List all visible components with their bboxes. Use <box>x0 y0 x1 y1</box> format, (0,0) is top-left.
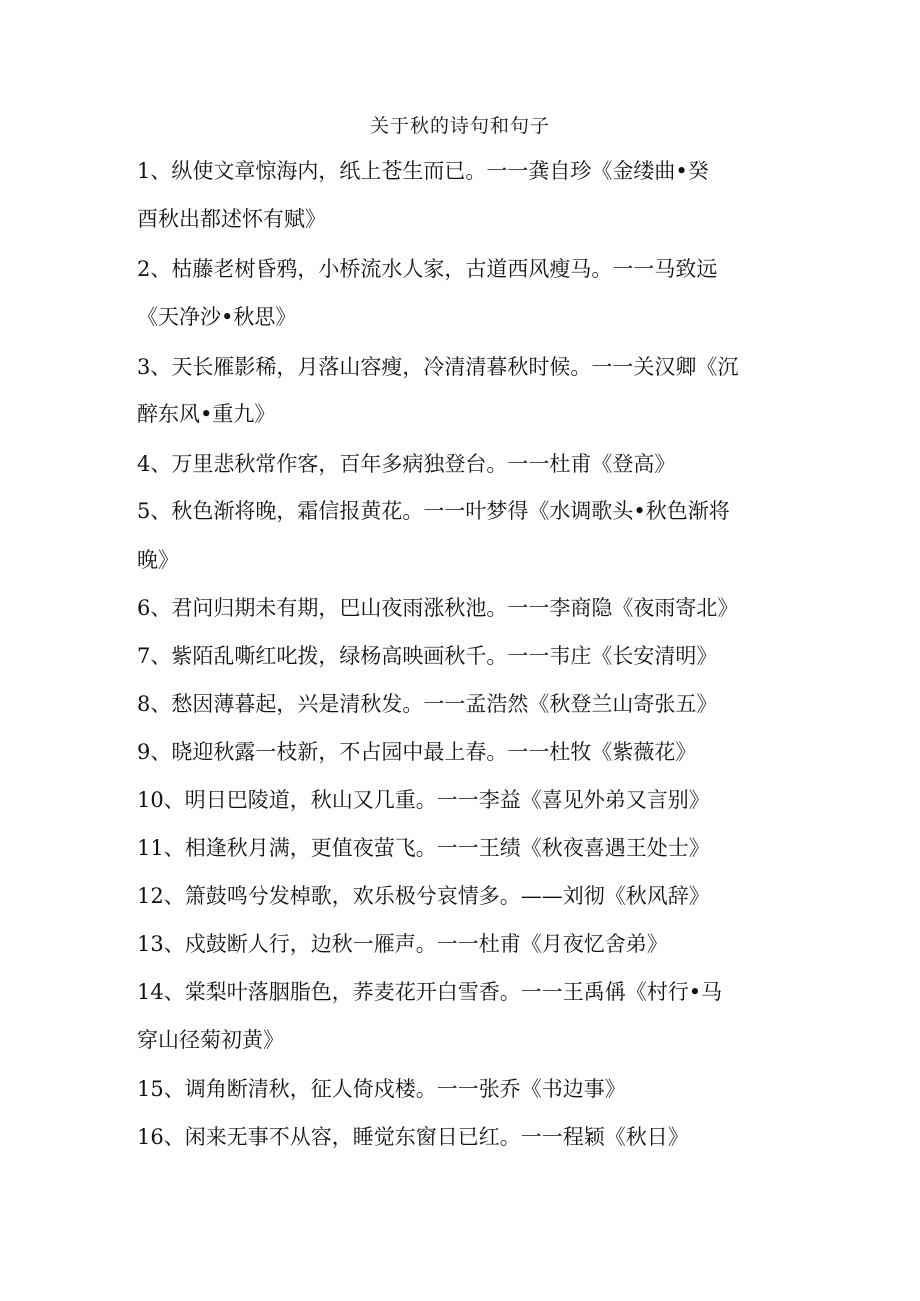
page-title: 关于秋的诗句和句子 <box>369 115 550 137</box>
list-item <box>137 353 797 381</box>
item-line: 14、棠梨叶落胭脂色，荞麦花开白雪香。一一王禹偁《村行•马 <box>137 980 723 1004</box>
list-item <box>137 882 797 910</box>
item-continuation: 《天净沙•秋思》 <box>137 305 297 329</box>
item-line: 11、相逢秋月满，更值夜萤飞。一一王绩《秋夜喜遇王处士》 <box>137 836 710 860</box>
item-line: 7、紫陌乱嘶红叱拨，绿杨高映画秋千。一一韦庄《长安清明》 <box>137 644 718 668</box>
item-line: 3、天长雁影稀，月落山容瘦，冷清清暮秋时候。一一关汉卿《沉 <box>137 355 739 379</box>
item-line: 16、闲来无事不从容，睡觉东窗日已红。一一程颖《秋日》 <box>137 1125 689 1149</box>
list-item <box>137 1075 797 1103</box>
item-line: 13、戍鼓断人行，边秋一雁声。一一杜甫《月夜忆舍弟》 <box>137 932 668 956</box>
item-continuation: 晚》 <box>137 548 179 572</box>
list-item <box>137 978 797 1006</box>
list-item <box>137 786 797 814</box>
list-item <box>137 157 797 185</box>
list-item <box>137 594 797 622</box>
list-item <box>137 738 797 766</box>
item-line: 5、秋色渐将晚，霜信报黄花。一一叶梦得《水调歌头•秋色渐将 <box>137 499 730 523</box>
item-line: 4、万里悲秋常作客，百年多病独登台。一一杜甫《登高》 <box>137 452 676 476</box>
item-line: 9、晓迎秋露一枝新，不占园中最上春。一一杜牧《紫薇花》 <box>137 740 697 764</box>
list-item <box>137 930 797 958</box>
list-item <box>137 1123 797 1151</box>
list-item <box>137 497 797 525</box>
item-line: 6、君问归期未有期，巴山夜雨涨秋池。一一李商隐《夜雨寄北》 <box>137 596 739 620</box>
item-continuation: 穿山径菊初黄》 <box>137 1028 284 1052</box>
item-line: 12、箫鼓鸣兮发棹歌，欢乐极兮哀情多。——刘彻《秋风辞》 <box>137 884 710 908</box>
list-item <box>137 834 797 862</box>
item-continuation: 醉东风•重九》 <box>137 402 276 426</box>
item-line: 10、明日巴陵道，秋山又几重。一一李益《喜见外弟又言别》 <box>137 788 710 812</box>
item-continuation: 酉秋出都述怀有赋》 <box>137 207 326 231</box>
item-line: 2、枯藤老树昏鸦，小桥流水人家，古道西风瘦马。一一马致远 <box>137 257 718 281</box>
list-item <box>137 450 797 478</box>
item-line: 1、纵使文章惊海内，纸上苍生而已。一一龚自珍《金缕曲•癸 <box>137 159 709 183</box>
item-line: 8、愁因薄暮起，兴是清秋发。一一孟浩然《秋登兰山寄张五》 <box>137 692 718 716</box>
item-line: 15、调角断清秋，征人倚戍楼。一一张乔《书边事》 <box>137 1077 626 1101</box>
list-item <box>137 642 797 670</box>
list-item <box>137 255 797 283</box>
list-item <box>137 690 797 718</box>
